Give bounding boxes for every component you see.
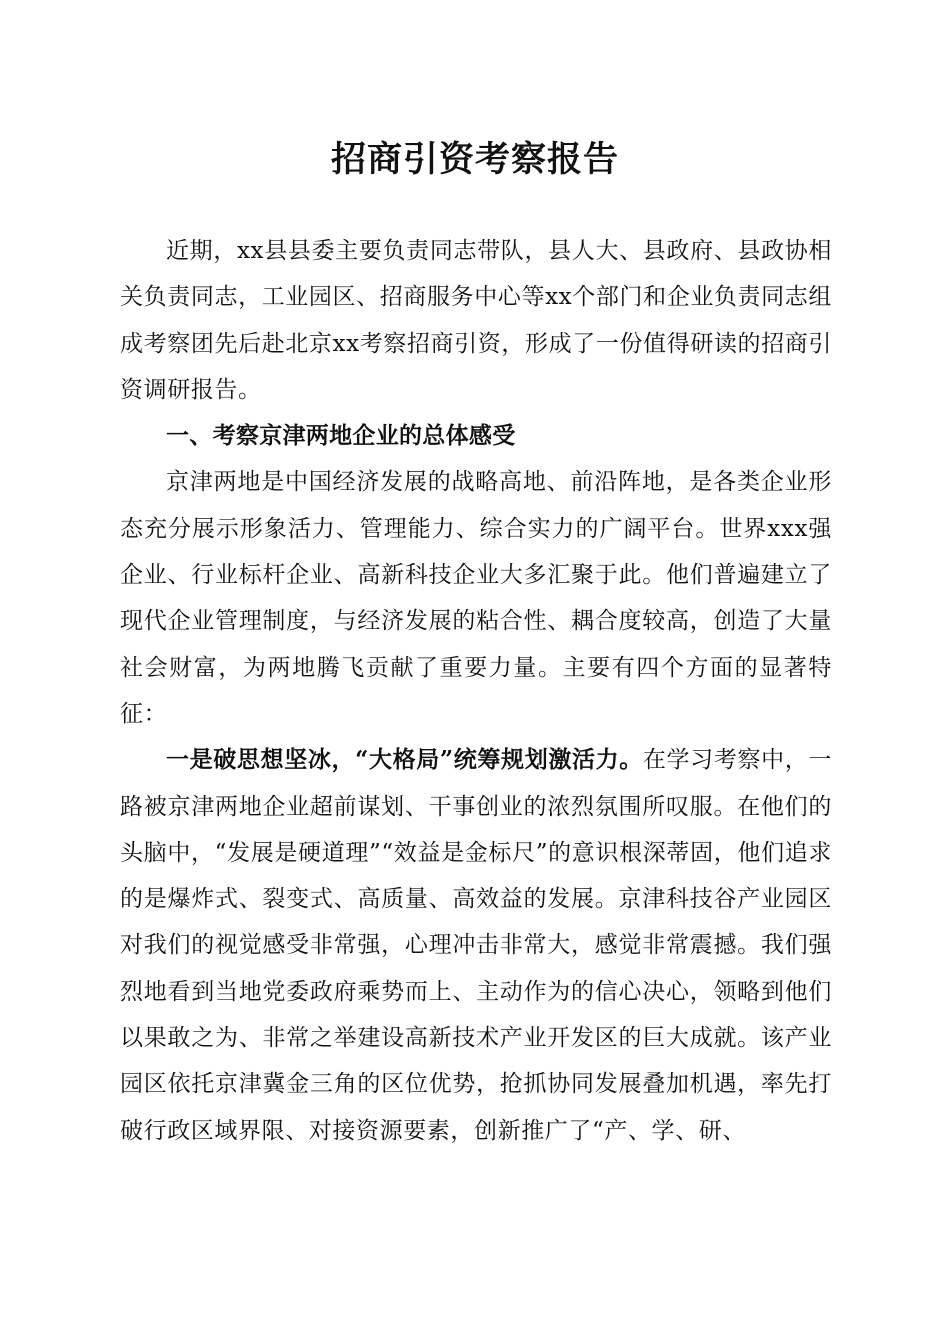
feature-one-paragraph (120, 737, 832, 1154)
feature-one-lead: 一是破思想坚冰，“大格局”统筹规划激活力。 (166, 746, 643, 774)
feature-one-text: 在学习考察中，一路被京津两地企业超前谋划、干事创业的浓烈氛围所叹服。在他们的头脑中，“发展是硬道理”“效益是金标尺”的意识根深蒂固，他们追求的是爆炸式、裂变式、高质量、高效益的发展。京津科技谷产业园区对我们的视觉感受非常强，心理冲击非常大，感觉非常震撼。我们强烈地看到当地党委政府乘势而上、主动作为的信心决心，领略到他们以果敢之为、非常之举建设高新技术产业开发区的巨大成就。该产业园区依托京津冀金三角的区位优势，抢抓协同发展叠加机遇，率先打破行政区域界限、对接资源要素，创新推广了“产、学、研、 (120, 747, 832, 1144)
section-heading: 一、考察京津两地企业的总体感受 (166, 423, 516, 450)
overview-paragraph: 京津两地是中国经济发展的战略高地、前沿阵地，是各类企业形态充分展示形象活力、管理能力、综合实力的广阔平台。世界xxx强企业、行业标杆企业、高新科技企业大多汇聚于此。他们普遍建立了现代企业管理制度，与经济发展的粘合性、耦合度较高，创造了大量社会财富，为两地腾飞贡献了重要力量。主要有四个方面的显著特征： (120, 469, 832, 727)
document-title: 招商引资考察报告 (330, 139, 619, 180)
document-body (120, 228, 832, 1154)
intro-paragraph: 近期，xx县县委主要负责同志带队，县人大、县政府、县政协相关负责同志，工业园区、招商服务中心等xx个部门和企业负责同志组成考察团先后赴北京xx考察招商引资，形成了一份值得研读的招商引资调研报告。 (120, 238, 832, 403)
